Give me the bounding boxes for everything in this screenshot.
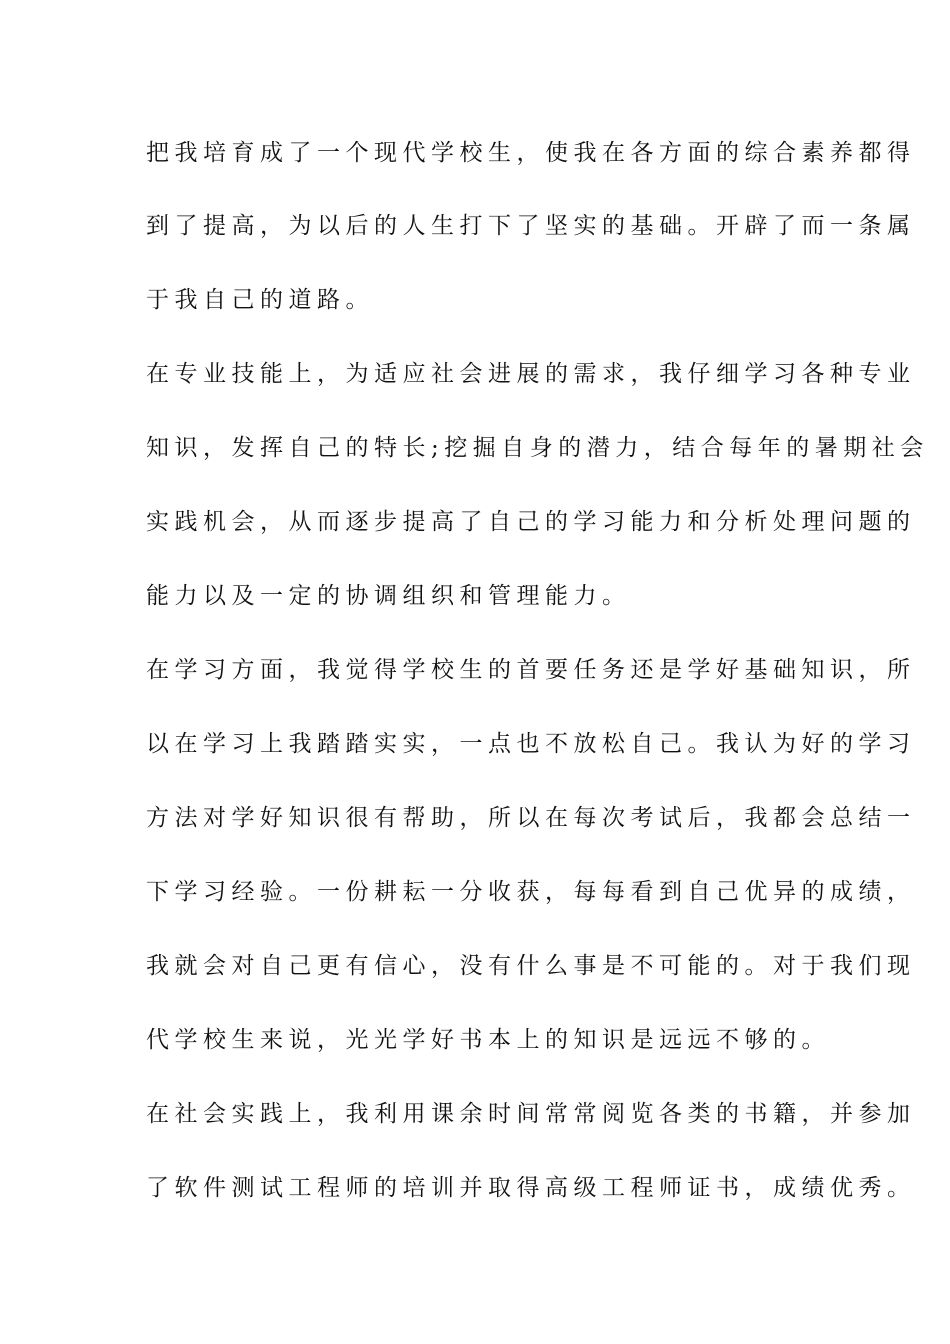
text-line: 下学习经验。一份耕耘一分收获，每每看到自己优异的成绩， [146, 879, 916, 905]
text-line: 在专业技能上，为适应社会进展的需求，我仔细学习各种专业 [146, 361, 916, 387]
text-line: 代学校生来说，光光学好书本上的知识是远远不够的。 [146, 1027, 830, 1053]
text-line: 把我培育成了一个现代学校生，使我在各方面的综合素养都得 [146, 140, 916, 166]
text-line: 能力以及一定的协调组织和管理能力。 [146, 583, 631, 609]
text-line: 以在学习上我踏踏实实，一点也不放松自己。我认为好的学习 [146, 731, 916, 757]
text-line: 知识，发挥自己的特长;挖掘自身的潜力，结合每年的暑期社会 [146, 435, 929, 461]
text-line: 于我自己的道路。 [146, 287, 374, 313]
text-line: 到了提高，为以后的人生打下了坚实的基础。开辟了而一条属 [146, 213, 916, 239]
text-line: 实践机会，从而逐步提高了自己的学习能力和分析处理问题的 [146, 509, 916, 535]
text-line: 我就会对自己更有信心，没有什么事是不可能的。对于我们现 [146, 953, 916, 979]
text-line: 方法对学好知识很有帮助，所以在每次考试后，我都会总结一 [146, 805, 916, 831]
text-line: 在社会实践上，我利用课余时间常常阅览各类的书籍，并参加 [146, 1101, 916, 1127]
text-line: 在学习方面，我觉得学校生的首要任务还是学好基础知识，所 [146, 657, 916, 683]
text-line: 了软件测试工程师的培训并取得高级工程师证书，成绩优秀。 [146, 1175, 916, 1201]
